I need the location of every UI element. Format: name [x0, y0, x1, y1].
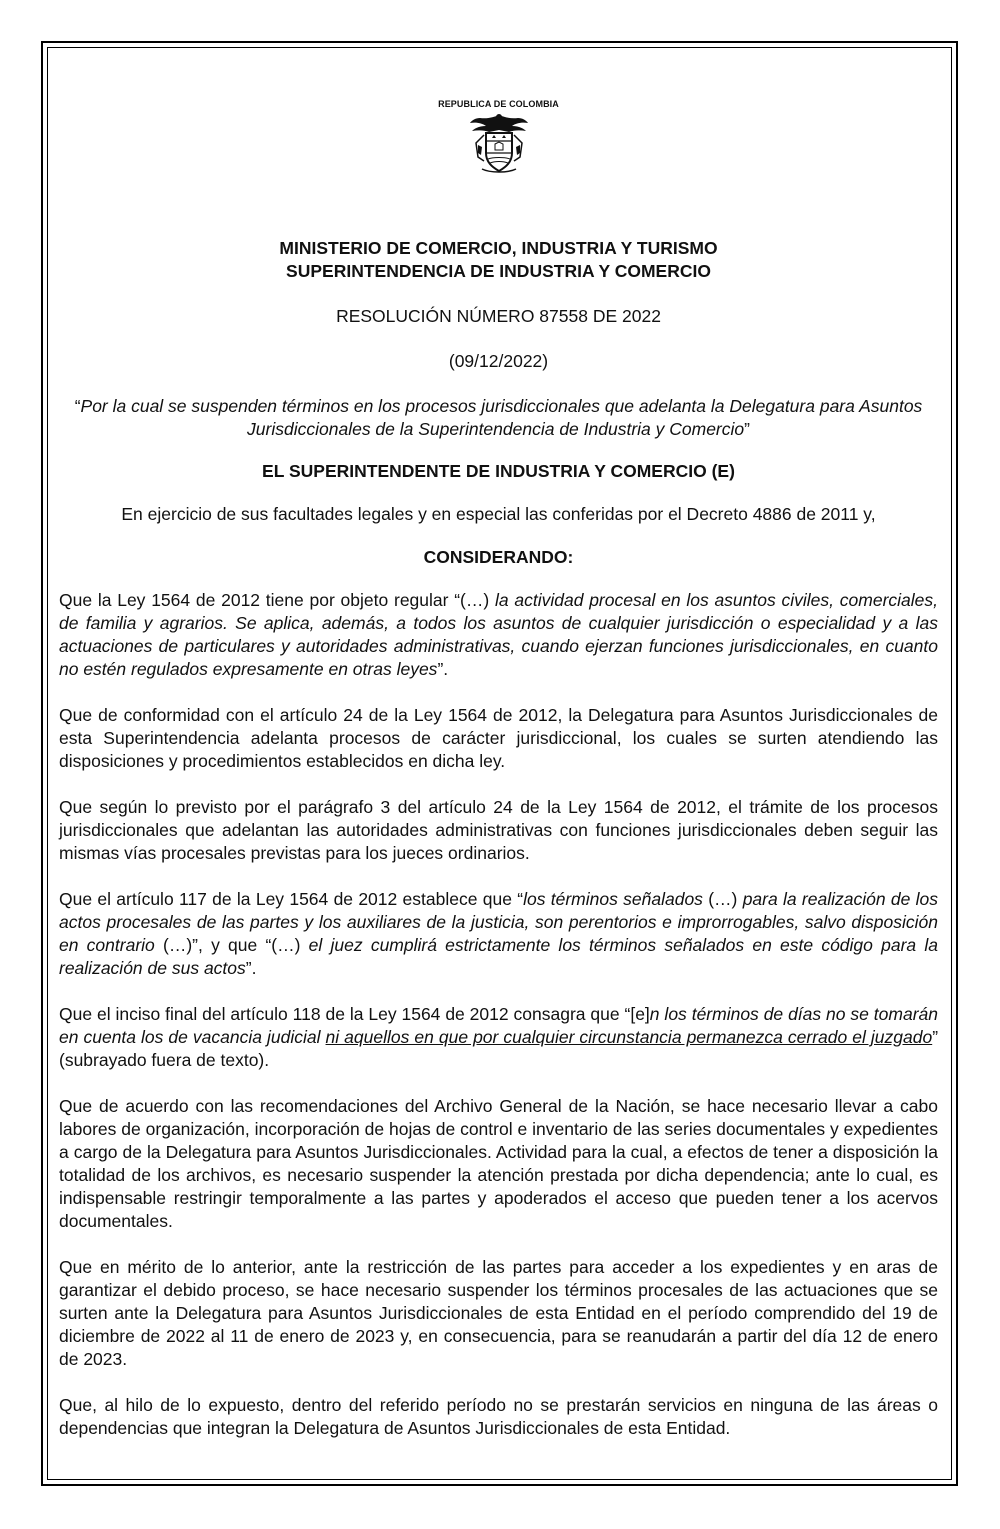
ministry-title: MINISTERIO DE COMERCIO, INDUSTRIA Y TURISMO — [279, 238, 718, 258]
country-header: REPUBLICA DE COLOMBIA — [438, 99, 559, 109]
resolution-number: RESOLUCIÓN NÚMERO 87558 DE 2022 — [336, 306, 661, 326]
subject-text: Por la cual se suspenden términos en los procesos jurisdiccionales que adelanta la Delegatura para Asuntos Jurisdiccionales de la Superintendencia de Industria y Comercio — [80, 396, 923, 439]
subject-open-quote: “ — [74, 396, 81, 416]
paragraph-5 — [59, 1003, 938, 1072]
resolution-date: (09/12/2022) — [448, 351, 549, 371]
document-body — [59, 99, 938, 1440]
authority-title: EL SUPERINTENDENTE DE INDUSTRIA Y COMERCIO (E) — [262, 461, 735, 481]
p5-text-d: ” (subrayado fuera de texto). — [59, 1027, 939, 1070]
paragraph-8: Que, al hilo de lo expuesto, dentro del referido período no se prestarán servicios en ninguna de las áreas o dependencias que integran la Delegatura de Asuntos Jurisdiccionales de esta Entidad. — [59, 1395, 938, 1438]
paragraph-7: Que en mérito de lo anterior, ante la restricción de las partes para acceder a los expedientes y en aras de garantizar el debido proceso, se hace necesario suspender los términos procesales de las actuaciones que se surten ante la Delegatura para Asuntos Jurisdiccionales de esta Entidad en el período comprendido del 19 de diciembre de 2022 al 11 de enero de 2023 y, en consecuencia, para se reanudarán a partir del día 12 de enero de 2023. — [59, 1257, 938, 1369]
p4-quote-d: para la realización de los actos procesales de las partes y los auxiliares de la justicia, son perentorios e improrrogables, salvo disposición en contrario — [59, 889, 938, 955]
p1-end: ”. — [437, 659, 449, 679]
superintendency-title: SUPERINTENDENCIA DE INDUSTRIA Y COMERCIO — [286, 261, 711, 281]
considering-heading: CONSIDERANDO: — [423, 547, 574, 567]
paragraph-4 — [59, 888, 938, 980]
paragraph-1 — [59, 589, 938, 681]
paragraph-2: Que de conformidad con el artículo 24 de la Ley 1564 de 2012, la Delegatura para Asuntos Jurisdiccionales de esta Superintendencia adelanta procesos de carácter jurisdiccional, los cuales se surten atendiendo las disposiciones y procedimientos establecidos en dicha ley. — [59, 705, 938, 771]
paragraph-3: Que según lo previsto por el parágrafo 3 del artículo 24 de la Ley 1564 de 2012, el trámite de los procesos jurisdiccionales que adelantan las autoridades administrativas con funciones jurisdiccionales deben seguir las mismas vías procesales previstas para los jueces ordinarios. — [59, 797, 938, 863]
resolution-subject — [59, 395, 938, 441]
colombia-coat-of-arms-icon — [468, 111, 530, 177]
p4-text-a: Que el artículo 117 de la Ley 1564 de 2012 establece que “ — [59, 889, 524, 909]
p4-text-e: (…)”, y que “(…) — [154, 935, 309, 955]
p4-text-g: ”. — [245, 958, 257, 978]
p5-text-a: Que el inciso final del artículo 118 de la Ley 1564 de 2012 consagra que “[e] — [59, 1004, 650, 1024]
p5-underlined: ni aquellos en que por cualquier circunstancia permanezca cerrado el juzgado — [325, 1027, 933, 1047]
p4-quote-f: el juez cumplirá estrictamente los términos señalados en este código para la realización de sus actos — [59, 935, 938, 978]
p4-quote-b: los términos señalados — [523, 889, 703, 909]
p5-quote-b: n los términos de días no se tomarán en cuenta los de vacancia judicial — [59, 1004, 938, 1047]
p1-quote: la actividad procesal en los asuntos civiles, comerciales, de familia y agrarios. Se aplica, además, a todos los asuntos de cualquier jurisdicción o especialidad y a las actuaciones de particulares y autoridades administrativas, cuando ejerzan funciones jurisdiccionales, en cuanto no estén regulados expresamente en otras leyes — [59, 590, 938, 679]
seal-container — [59, 111, 938, 179]
subject-close-quote: ” — [744, 419, 750, 439]
paragraph-6: Que de acuerdo con las recomendaciones del Archivo General de la Nación, se hace necesario llevar a cabo labores de organización, incorporación de hojas de control e inventario de las series documentales y expedientes a cargo de la Delegatura para Asuntos Jurisdiccionales. Actividad para la cual, a efectos de tener a disposición la totalidad de los archivos, es necesario suspender la atención prestada por dicha dependencia; ante lo cual, es indispensable restringir temporalmente a las partes y apoderados el acceso que pueden tener a los acervos documentales. — [59, 1096, 938, 1231]
p1-text: Que la Ley 1564 de 2012 tiene por objeto regular “(…) — [59, 590, 495, 610]
p4-text-c: (…) — [702, 889, 743, 909]
powers-statement: En ejercicio de sus facultades legales y en especial las conferidas por el Decreto 4886 de 2011 y, — [121, 504, 876, 524]
